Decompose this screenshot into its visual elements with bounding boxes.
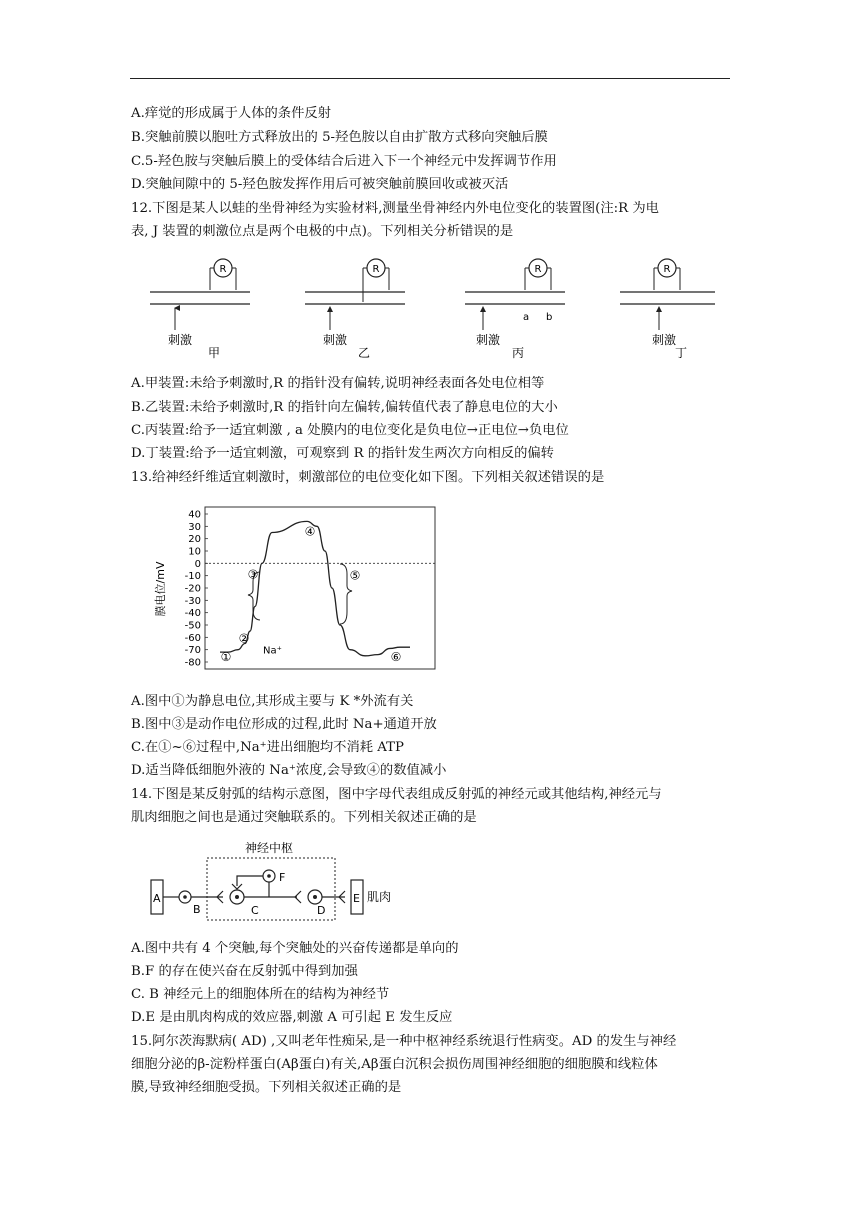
q14-option-a: A.图中共有 4 个突触,每个突触处的兴奋传递都是单向的 [131,941,459,956]
q12-option-d: D.丁装置:给予一适宜刺激，可观察到 R 的指针发生两次方向相反的偏转 [131,446,554,461]
q11-option-b: B.突触前膜以胞吐方式释放出的 5-羟色胺以自由扩散方式移向突触后膜 [131,130,548,145]
action-potential-chart [150,502,450,682]
svg-text:甲: 甲 [208,346,221,360]
svg-text:b: b [546,312,553,323]
q13-option-b: B.图中③是动作电位形成的过程,此时 Na+通道开放 [131,717,437,732]
svg-text:R: R [372,264,380,275]
svg-text:R: R [663,264,671,275]
q15-line1: 15.阿尔茨海默病( AD) ,又叫老年性痴呆,是一种中枢神经系统退行性病变。AD 的发生与神经 [131,1034,677,1049]
svg-text:刺激: 刺激 [168,333,193,347]
svg-text:A: A [153,892,161,905]
q11-option-a: A.痒觉的形成属于人体的条件反射 [131,106,331,121]
q13-option-d: D.适当降低细胞外液的 Na⁺浓度,会导致④的数值减小 [131,763,447,778]
q14-option-c: C. B 神经元上的细胞体所在的结构为神经节 [131,987,390,1002]
y-tick-label: 10 [188,546,201,558]
y-axis-label: 膜电位/mV [154,561,167,617]
q12-stem-line2: 表, J 装置的刺激位点是两个电极的中点)。下列相关分析错误的是 [131,224,514,239]
q11-option-d: D.突触间隙中的 5-羟色胺发挥作用后可被突触前膜回收或被灭活 [131,177,509,192]
y-tick-label: -10 [184,571,201,583]
svg-text:E: E [353,892,360,905]
q13-stem: 13.给神经纤维适宜刺激时，刺激部位的电位变化如下图。下列相关叙述错误的是 [131,470,605,485]
annotation-label-na: Na⁺ [263,645,282,657]
nerve-center-box [207,858,335,920]
q14-stem-line2: 肌肉细胞之间也是通过突触联系的。下列相关叙述正确的是 [131,810,477,825]
apparatus-ding [620,259,715,360]
q12-option-b: B.乙装置:未给予刺激时,R 的指针向左偏转,偏转值代表了静息电位的大小 [131,400,558,415]
q14-option-b: B.F 的存在使兴奋在反射弧中得到加强 [131,964,358,979]
nerve-center-label: 神经中枢 [245,841,294,855]
annotation-label-2: ② [238,631,250,646]
svg-text:刺激: 刺激 [323,333,348,347]
q14-stem-line1: 14.下图是某反射弧的结构示意图，图中字母代表组成反射弧的神经元或其他结构,神经元与 [131,787,662,802]
y-tick-label: -40 [184,608,201,620]
y-tick-label: -50 [184,620,201,632]
q11-option-c: C.5-羟色胺与突触后膜上的受体结合后进入下一个神经元中发挥调节作用 [131,154,557,169]
y-tick-label: 0 [194,558,201,570]
y-tick-label: 20 [188,534,201,546]
y-tick-label: -70 [184,645,201,657]
svg-text:丁: 丁 [675,346,688,360]
q12-option-a: A.甲装置:未给予刺激时,R 的指针没有偏转,说明神经表面各处电位相等 [131,376,545,391]
annotation-label-5: ⑤ [349,568,361,583]
y-tick-label: 30 [188,521,201,533]
y-tick-label: -60 [184,632,201,644]
y-tick-label: -80 [184,657,201,669]
q12-stem-line1: 12.下图是某人以蛙的坐骨神经为实验材料,测量坐骨神经内外电位变化的装置图(注:R 为电 [131,201,659,216]
q15-line3: 膜,导致神经细胞受损。下列相关叙述正确的是 [131,1080,402,1095]
svg-text:丙: 丙 [512,346,525,360]
reflex-arc-figure [145,836,405,926]
y-tick-label: -30 [184,595,201,607]
svg-text:F: F [279,871,286,884]
svg-text:a: a [523,312,530,323]
svg-text:D: D [317,904,326,917]
y-tick-label: -20 [184,583,201,595]
q12-apparatus-figure [140,254,730,364]
svg-text:R: R [219,264,227,275]
svg-text:B: B [193,903,201,916]
q13-option-c: C.在①~⑥过程中,Na⁺进出细胞均不消耗 ATP [131,740,404,755]
svg-text:乙: 乙 [358,346,371,360]
annotation-label-3: ③ [247,567,259,582]
svg-text:C: C [251,904,259,917]
apparatus-yi [305,259,405,360]
annotation-label-1: ① [220,650,232,665]
header-rule [130,78,730,79]
svg-text:R: R [534,264,542,275]
apparatus-jia [150,259,250,360]
annotation-label-4: ④ [304,524,316,539]
svg-text:刺激: 刺激 [652,333,677,347]
q12-option-c: C.丙装置:给予一适宜刺激 , a 处膜内的电位变化是负电位→正电位→负电位 [131,423,569,438]
apparatus-bing [465,259,565,360]
q13-option-a: A.图中①为静息电位,其形成主要与 K *外流有关 [131,694,414,709]
svg-text:刺激: 刺激 [476,333,501,347]
svg-text:肌肉: 肌肉 [367,890,392,904]
q15-line2: 细胞分泌的β-淀粉样蛋白(Aβ蛋白)有关,Aβ蛋白沉积会损伤周围神经细胞的细胞膜和线粒体 [131,1057,658,1072]
y-tick-label: 40 [188,509,201,521]
annotation-label-6: ⑥ [390,650,402,665]
q14-option-d: D.E 是由肌肉构成的效应器,刺激 A 可引起 E 发生反应 [131,1010,453,1025]
